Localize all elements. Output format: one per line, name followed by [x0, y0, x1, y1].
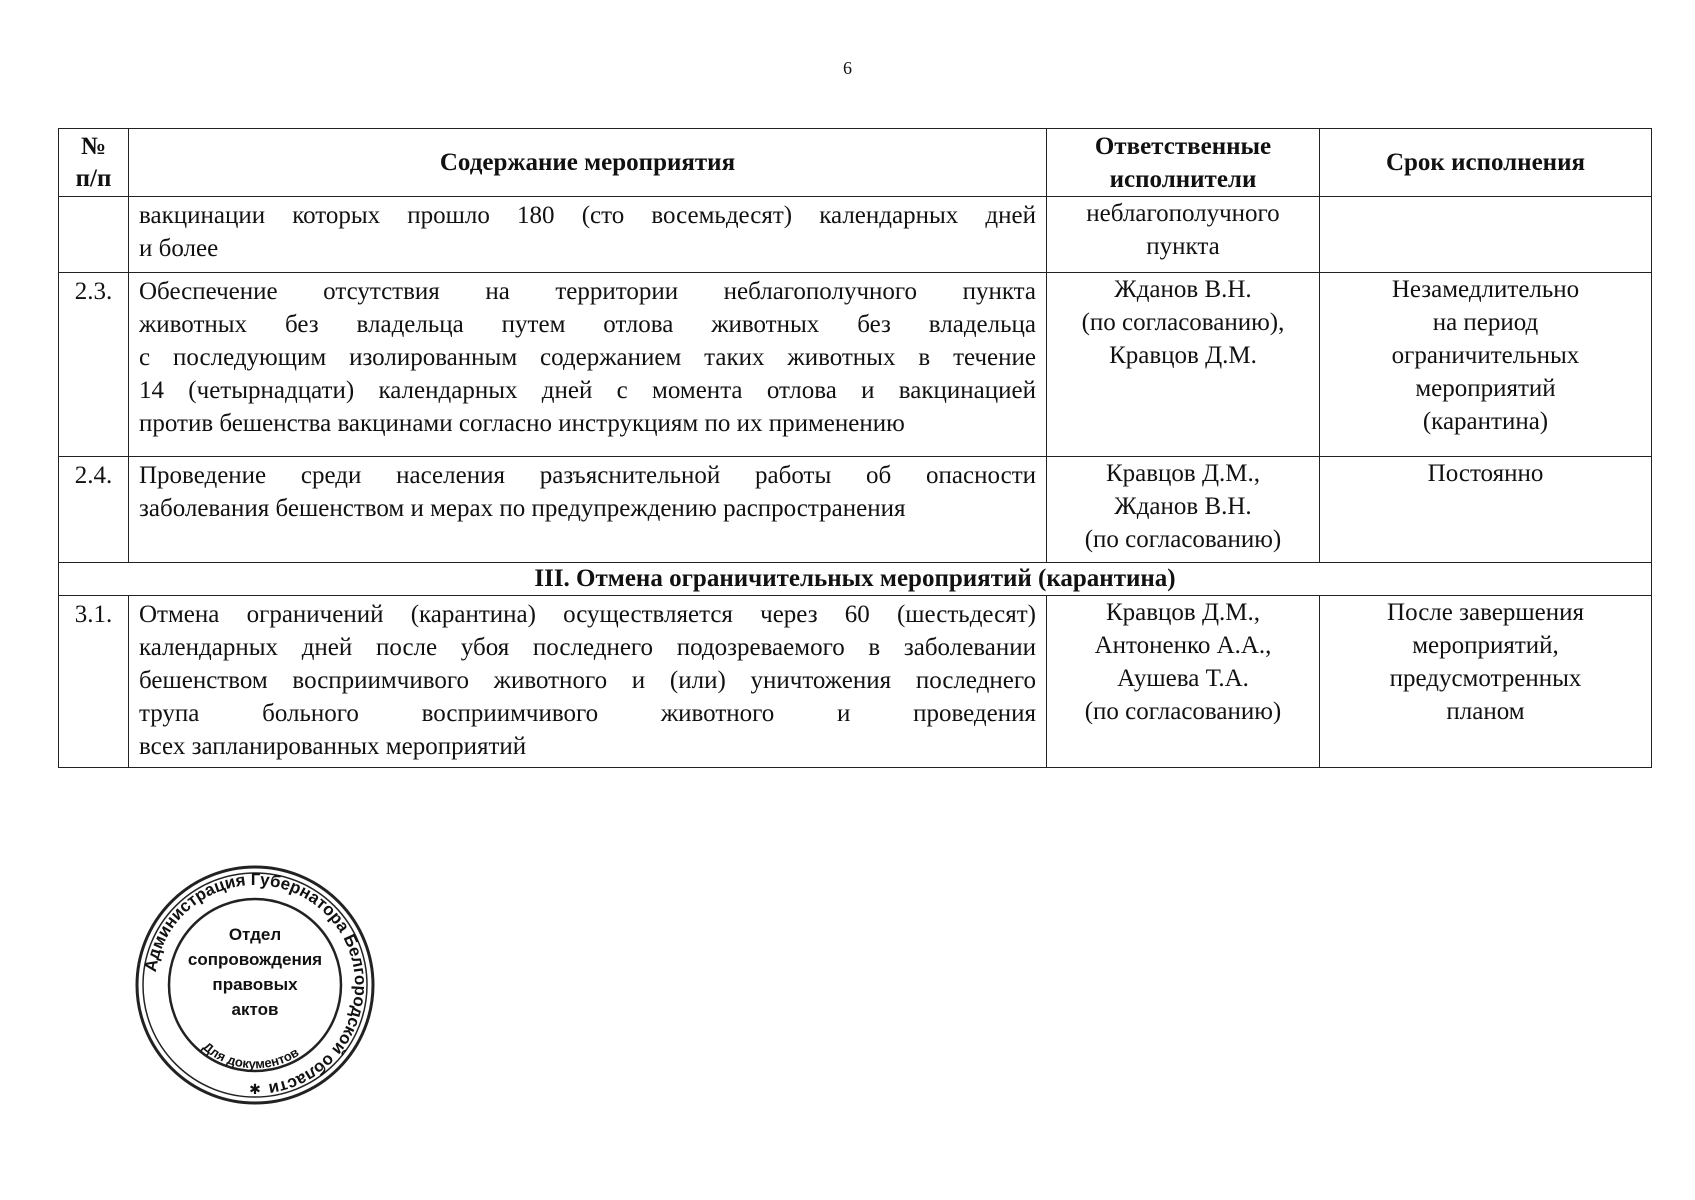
row-num-cell: 2.4.	[59, 457, 129, 563]
row-responsible-cell: Кравцов Д.М., Жданов В.Н. (по согласованию)	[1047, 457, 1320, 563]
page-number: 6	[843, 58, 852, 78]
header-responsible: Ответственные исполнители	[1047, 129, 1320, 197]
row-num-cell: 3.1.	[59, 596, 129, 768]
table-row	[59, 596, 1652, 768]
stamp-star-icon: ✱	[249, 1083, 261, 1098]
row-term-cell: После завершения мероприятий, предусмотренных планом	[1320, 596, 1652, 768]
section-row	[59, 563, 1652, 596]
row-content-cell: вакцинации которых прошло 180 (сто восемьдесят) календарных дней и более	[129, 197, 1047, 273]
row-term-cell	[1320, 197, 1652, 273]
official-stamp	[130, 860, 380, 1110]
stamp-bottom-text: Для документов	[199, 1038, 302, 1072]
table-row	[59, 273, 1652, 457]
header-term: Срок исполнения	[1320, 129, 1652, 197]
header-content: Содержание мероприятия	[129, 129, 1047, 197]
row-responsible-cell: Жданов В.Н. (по согласованию), Кравцов Д.М.	[1047, 273, 1320, 457]
stamp-center-text: Отдел сопровождения правовых актов	[187, 925, 323, 1019]
row-content-cell: Отмена ограничений (карантина) осуществляется через 60 (шестьдесят) календарных дней после убоя последнего подозреваемого в заболевании бешенством восприимчивого животного и (или) уничтожения последнего трупа больного восприимчивого животного и проведения всех запланированных мероприятий	[129, 596, 1047, 768]
measures-table	[58, 128, 1652, 768]
stamp-ring-text: Администрация Губернатора Белгородской области	[140, 869, 371, 1100]
section-title: III. Отмена ограничительных мероприятий (карантина)	[59, 563, 1652, 596]
header-num: № п/п	[59, 129, 129, 197]
table-row-continuation	[59, 197, 1652, 273]
row-responsible-cell: Кравцов Д.М., Антоненко А.А., Аушева Т.А. (по согласованию)	[1047, 596, 1320, 768]
row-num-cell: 2.3.	[59, 273, 129, 457]
table-row	[59, 457, 1652, 563]
table-header-row	[59, 129, 1652, 197]
row-term-cell: Постоянно	[1320, 457, 1652, 563]
row-responsible-cell: неблагополучного пункта	[1047, 197, 1320, 273]
row-content-cell: Проведение среди населения разъяснительной работы об опасности заболевания бешенством и мерах по предупреждению распространения	[129, 457, 1047, 563]
row-num-cell	[59, 197, 129, 273]
row-content-cell: Обеспечение отсутствия на территории неблагополучного пункта животных без владельца путем отлова животных без владельца с последующим изолированным содержанием таких животных в течение 14 (четырнадцати) календарных дней с момента отлова и вакцинацией против бешенства вакцинами согласно инструкциям по их применению	[129, 273, 1047, 457]
row-term-cell: Незамедлительно на период ограничительных мероприятий (карантина)	[1320, 273, 1652, 457]
